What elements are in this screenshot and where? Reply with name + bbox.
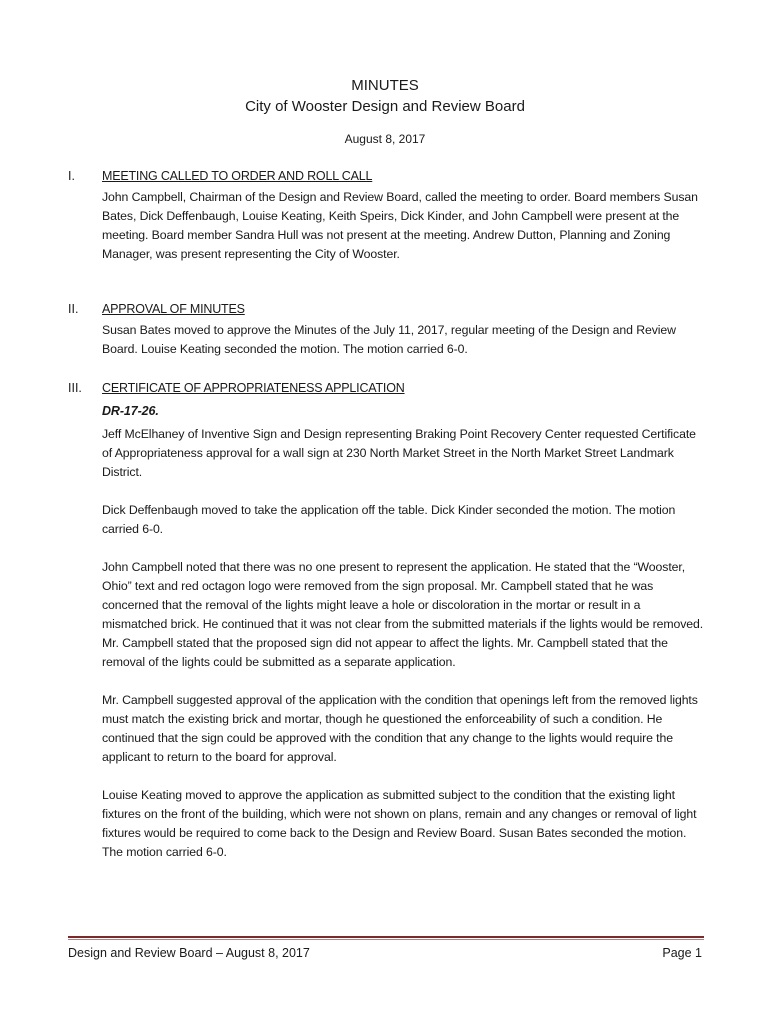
document-subtitle: City of Wooster Design and Review Board (245, 98, 525, 115)
paragraph: Mr. Campbell suggested approval of the application with the condition that openings left from the removed lights must match the existing brick and mortar, though he questioned the enforceability of such a condition. He continued that the sign could be approved with the condition that any change to the lights would require the applicant to return to the board for approval. (102, 693, 698, 764)
paragraph: John Campbell, Chairman of the Design and Review Board, called the meeting to order. Board members Susan Bates, Dick Deffenbaugh, Louise Keating, Keith Speirs, Dick Kinder, and John Campbell were present at the meeting. Board member Sandra Hull was not present at the meeting. Andrew Dutton, Planning and Zoning Manager, was present representing the City of Wooster. (102, 190, 698, 261)
footer-divider (68, 936, 704, 938)
case-number: DR-17-26. (102, 404, 159, 418)
paragraph: John Campbell noted that there was no one present to represent the application. He stated that the “Wooster, Ohio” text and red octagon logo were removed from the sign proposal. Mr. Campbell stated that he was concerned that the removal of the lights might leave a hole or discoloration in the mortar or result in a mismatched brick. He continued that it was not clear from the submitted materials if the lights would be removed. Mr. Campbell stated that the proposed sign did not appear to affect the lights. Mr. Campbell stated that the removal of the lights could be submitted as a separate application. (102, 560, 704, 669)
meeting-date: August 8, 2017 (344, 132, 426, 146)
paragraph: Louise Keating moved to approve the application as submitted subject to the condition that the existing light fixtures on the front of the building, which were not shown on plans, remain and any changes or removal of light fixtures would be required to come back to the Design and Review Board. Susan Bates seconded the motion. The motion carried 6-0. (102, 788, 697, 859)
footer-title: Design and Review Board – August 8, 2017 (68, 946, 310, 960)
section-heading: APPROVAL OF MINUTES (102, 302, 245, 316)
section-numeral: II. (68, 302, 79, 316)
section-numeral: I. (68, 169, 75, 183)
section-numeral: III. (68, 381, 82, 395)
paragraph: Dick Deffenbaugh moved to take the application off the table. Dick Kinder seconded the motion. The motion carried 6-0. (102, 503, 676, 536)
paragraph: Jeff McElhaney of Inventive Sign and Design representing Braking Point Recovery Center requested Certificate of Appropriateness approval for a wall sign at 230 North Market Street in the North Market Street Landmark District. (102, 427, 696, 479)
footer-divider-thin (68, 939, 704, 940)
section-heading: MEETING CALLED TO ORDER AND ROLL CALL (102, 169, 373, 183)
paragraph: Susan Bates moved to approve the Minutes of the July 11, 2017, regular meeting of the Design and Review Board. Louise Keating seconded the motion. The motion carried 6-0. (102, 323, 676, 356)
section-heading: CERTIFICATE OF APPROPRIATENESS APPLICATION (102, 381, 405, 395)
page-number: Page 1 (662, 946, 702, 960)
section-body (102, 188, 708, 264)
section-body (102, 402, 708, 862)
document-title: MINUTES (351, 77, 419, 94)
section-body (102, 321, 708, 359)
